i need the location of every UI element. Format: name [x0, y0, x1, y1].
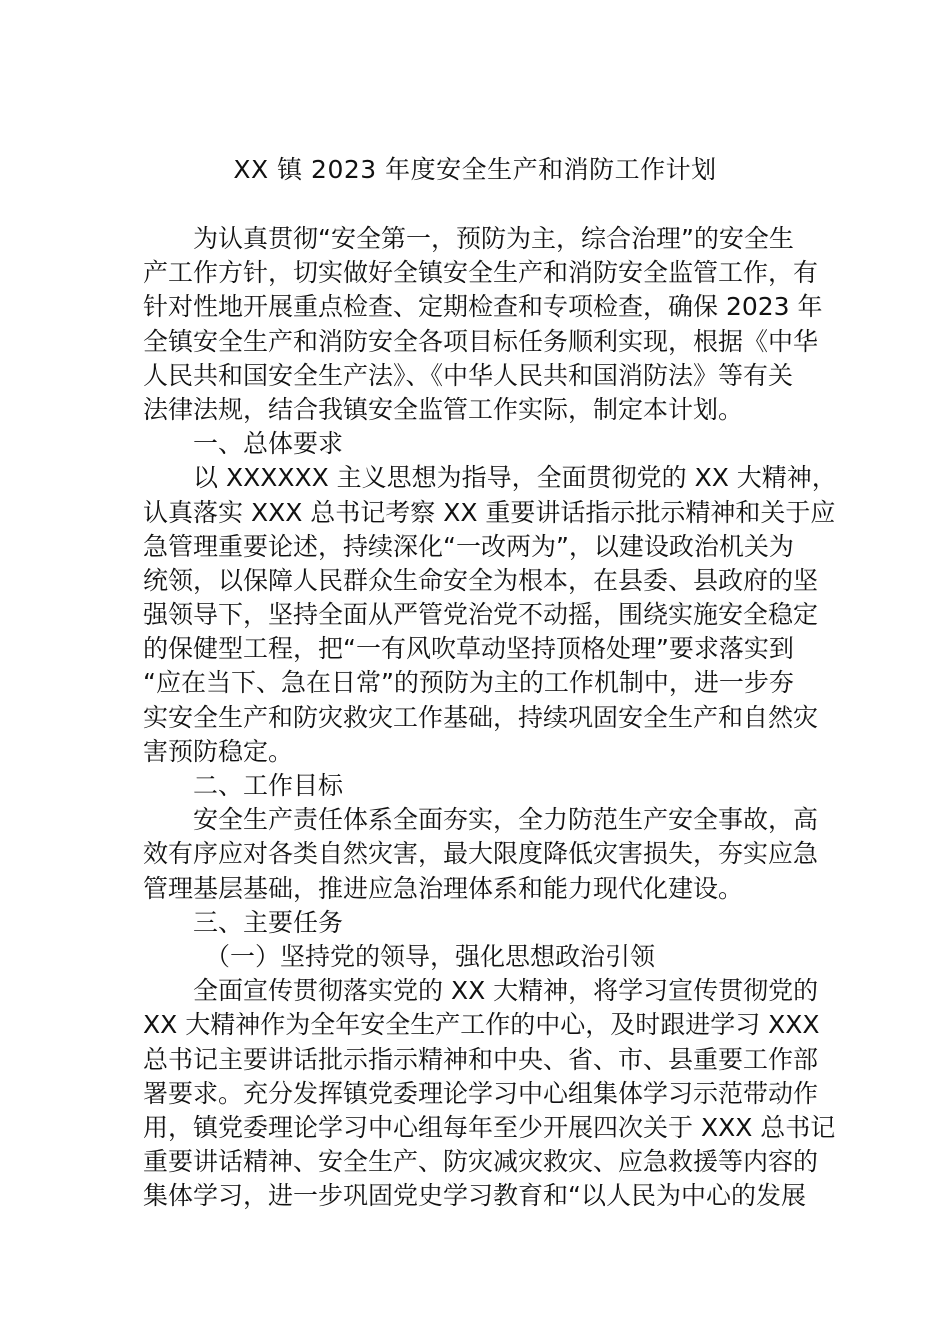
section-heading: 一、总体要求 [193, 429, 344, 459]
paragraph-line: 产工作方针，切实做好全镇安全生产和消防安全监管工作，有 [143, 258, 819, 288]
paragraph-line: 效有序应对各类自然灾害，最大限度降低灾害损失，夯实应急 [143, 839, 819, 869]
paragraph-line: 实安全生产和防灾救灾工作基础，持续巩固安全生产和自然灾 [143, 702, 819, 732]
paragraph-line: 以 XXXXXX 主义思想为指导，全面贯彻党的 XX 大精神， [193, 463, 837, 493]
paragraph-line: 署要求。充分发挥镇党委理论学习中心组集体学习示范带动作 [143, 1078, 819, 1108]
paragraph-line: 重要讲话精神、安全生产、防灾减灾救灾、应急救援等内容的 [143, 1147, 819, 1177]
paragraph-line: 强领导下，坚持全面从严管党治党不动摇，围绕实施安全稳定 [143, 600, 819, 630]
document-title: XX 镇 2023 年度安全生产和消防工作计划 [233, 155, 717, 184]
paragraph-line: 安全生产责任体系全面夯实，全力防范生产安全事故，高 [193, 805, 819, 835]
paragraph-line: 为认真贯彻“安全第一，预防为主，综合治理”的安全生 [193, 224, 794, 253]
paragraph-line: 认真落实 XXX 总书记考察 XX 重要讲话指示批示精神和关于应 [143, 497, 836, 527]
paragraph-line: “应在当下、急在日常”的预防为主的工作机制中，进一步夯 [143, 668, 794, 698]
paragraph-line: 全面宣传贯彻落实党的 XX 大精神，将学习宣传贯彻党的 [193, 976, 819, 1006]
section-heading: 二、工作目标 [193, 771, 344, 800]
paragraph-line: 法律法规，结合我镇安全监管工作实际，制定本计划。 [143, 394, 744, 424]
document-body [143, 222, 837, 1213]
paragraph-line: 急管理重要论述，持续深化“一改两为”，以建设政治机关为 [143, 531, 794, 561]
paragraph-line: 用，镇党委理论学习中心组每年至少开展四次关于 XXX 总书记 [143, 1112, 836, 1142]
paragraph-line: 害预防稳定。 [143, 736, 294, 766]
paragraph-line: 集体学习，进一步巩固党史学习教育和“以人民为中心的发展 [143, 1181, 806, 1211]
section-heading: 三、主要任务 [193, 907, 344, 937]
subsection-heading: （一）坚持党的领导，强化思想政治引领 [205, 941, 656, 971]
paragraph-line: 人民共和国安全生产法》、《中华人民共和国消防法》等有关 [143, 360, 794, 390]
paragraph-line: 针对性地开展重点检查、定期检查和专项检查，确保 2023 年 [143, 292, 823, 322]
paragraph-line: 的保健型工程，把“一有风吹草动坚持顶格处理”要求落实到 [143, 634, 794, 664]
paragraph-line: 全镇安全生产和消防安全各项目标任务顺利实现，根据《中华 [143, 326, 819, 356]
paragraph-line: XX 大精神作为全年安全生产工作的中心，及时跟进学习 XXX [143, 1010, 820, 1040]
paragraph-line: 统领，以保障人民群众生命安全为根本，在县委、县政府的坚 [143, 565, 819, 595]
paragraph-line: 总书记主要讲话批示指示精神和中央、省、市、县重要工作部 [143, 1044, 819, 1074]
paragraph-line: 管理基层基础，推进应急治理体系和能力现代化建设。 [143, 873, 744, 903]
